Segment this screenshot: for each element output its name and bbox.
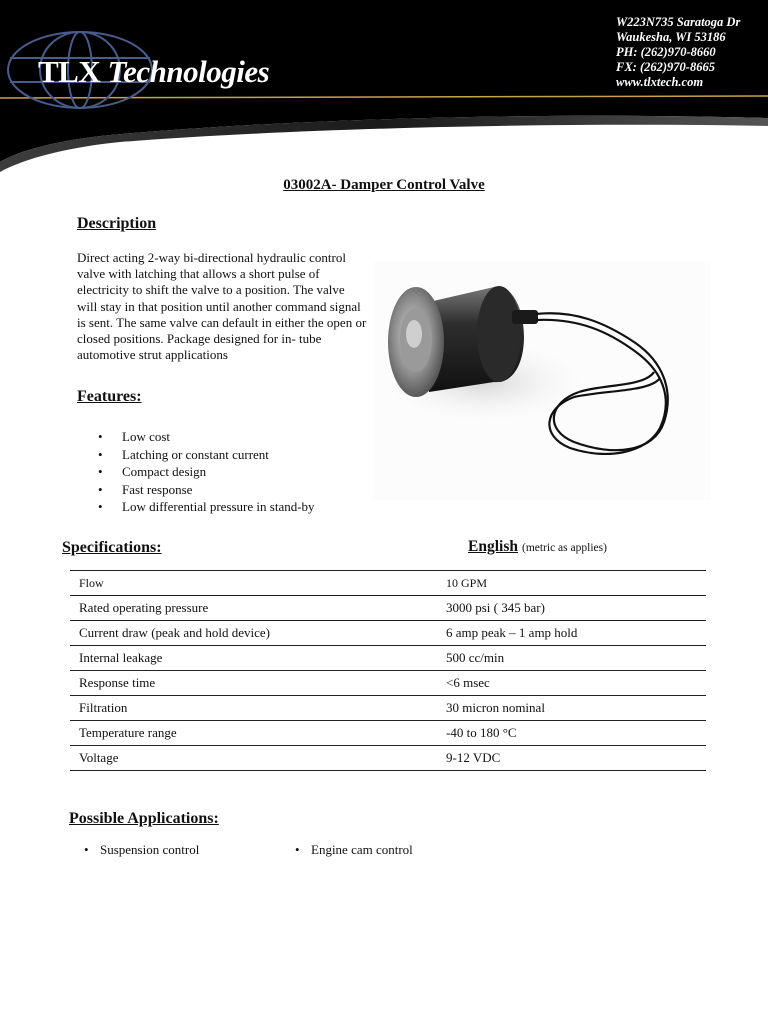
spec-label: Filtration xyxy=(70,696,438,721)
spec-value: 6 amp peak – 1 amp hold xyxy=(438,621,706,646)
address-fax: FX: (262)970-8665 xyxy=(616,60,715,74)
logo-brand: TLX xyxy=(38,54,101,89)
spec-value: 30 micron nominal xyxy=(438,696,706,721)
table-row xyxy=(70,596,706,621)
page-title: 03002A- Damper Control Valve xyxy=(283,177,485,193)
table-row xyxy=(70,621,706,646)
description-text: Direct acting 2-way bi-directional hydraulic control valve with latching that allows a short pulse of electricity to shift the valve to a position. The valve will stay in that position until another command signal is sent. The same valve can default in either the open or closed positions. Package designed for in- tube automotive strut applications xyxy=(77,250,367,363)
features-list xyxy=(82,428,315,516)
table-row xyxy=(70,671,706,696)
address-city: Waukesha, WI 53186 xyxy=(616,30,726,44)
spec-label: Rated operating pressure xyxy=(70,596,438,621)
spec-value: 500 cc/min xyxy=(438,646,706,671)
table-row xyxy=(70,746,706,771)
address-street: W223N735 Saratoga Dr xyxy=(616,15,741,29)
spec-value: 9-12 VDC xyxy=(438,746,706,771)
description-heading: Description xyxy=(77,215,157,232)
feature-item: • Low differential pressure in stand-by xyxy=(82,498,315,516)
application-label: Suspension control xyxy=(100,842,200,857)
application-label: Engine cam control xyxy=(311,842,413,857)
units-note: (metric as applies) xyxy=(521,542,607,554)
feature-item: • Fast response xyxy=(82,481,315,499)
spec-label: Temperature range xyxy=(70,721,438,746)
feature-item: • Compact design xyxy=(82,463,315,481)
units-header xyxy=(468,538,607,556)
application-item: • Suspension control xyxy=(84,842,200,857)
application-item: • Engine cam control xyxy=(295,842,413,857)
address-website: www.tlxtech.com xyxy=(616,75,704,89)
spec-label: Voltage xyxy=(70,746,438,771)
specifications-table xyxy=(70,570,706,771)
spec-value: 3000 psi ( 345 bar) xyxy=(438,596,706,621)
table-row xyxy=(70,696,706,721)
spec-label: Internal leakage xyxy=(70,646,438,671)
feature-item: • Low cost xyxy=(82,428,315,446)
address-phone: PH: (262)970-8660 xyxy=(616,45,716,59)
letterhead-header xyxy=(0,0,768,175)
spec-value: <6 msec xyxy=(438,671,706,696)
spec-label: Flow xyxy=(70,571,438,596)
table-row xyxy=(70,646,706,671)
applications-heading: Possible Applications: xyxy=(69,810,219,827)
spec-value: 10 GPM xyxy=(438,571,706,596)
spec-label: Response time xyxy=(70,671,438,696)
table-row xyxy=(70,721,706,746)
spec-label: Current draw (peak and hold device) xyxy=(70,621,438,646)
company-logo xyxy=(38,54,269,90)
company-address xyxy=(616,15,740,90)
specifications-heading: Specifications: xyxy=(62,539,162,556)
features-heading: Features: xyxy=(77,388,142,405)
spec-value: -40 to 180 °C xyxy=(438,721,706,746)
units-heading: English xyxy=(468,538,518,555)
valve-product-photo xyxy=(374,262,711,500)
table-row xyxy=(70,571,706,596)
logo-suffix: Technologies xyxy=(107,54,270,89)
feature-item: • Latching or constant current xyxy=(82,446,315,464)
